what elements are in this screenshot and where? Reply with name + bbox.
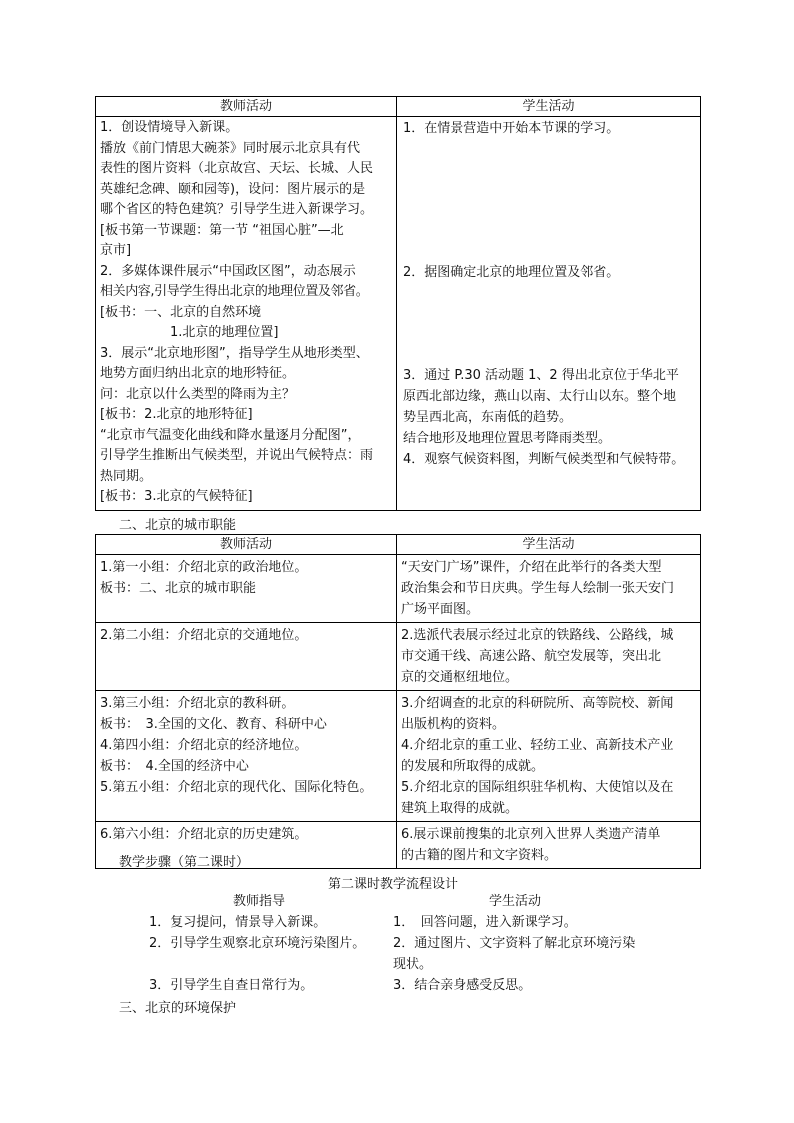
- text-line: [板书：一、北京的自然环境: [100, 304, 262, 320]
- text-line: 1．在情景营造中开始本节课的学习。: [403, 121, 620, 136]
- text-line: 2．多媒体课件展示“中国政区图”，动态展示: [100, 263, 356, 279]
- text-line: 播放《前门情思大碗茶》同时展示北京具有代: [100, 140, 361, 156]
- flow-student-item: 1． 回答问题，进入新课学习。: [393, 915, 577, 930]
- text-line: 京的交通枢纽地位。: [401, 670, 519, 685]
- text-line: 英雄纪念碑、颐和园等)，设问：图片展示的是: [100, 181, 366, 197]
- flow-teacher-item: 2．引导学生观察北京环境污染图片。: [149, 936, 366, 951]
- flow-teacher-item: 1．复习提问，情景导入新课。: [149, 915, 327, 930]
- text-line: 板书： 3.全国的文化、教育、科研中心: [100, 717, 327, 732]
- text-line: 2．据图确定北京的地理位置及邻省。: [403, 265, 620, 280]
- text-line: 出版机构的资料。: [401, 717, 506, 732]
- flow-student-item: 3．结合亲身感受反思。: [393, 978, 532, 993]
- flow-student-item: 现状。: [393, 957, 433, 972]
- text-line: 京市]: [100, 243, 132, 258]
- text-line: 1.第一小组：介绍北京的政治地位。: [100, 560, 308, 575]
- text-line: 的古籍的图片和文字资料。: [401, 848, 558, 863]
- header-student-activity: 学生活动: [397, 535, 701, 555]
- text-line: “北京市气温变化曲线和降水量逐月分配图”，: [100, 427, 361, 443]
- header-teacher-activity: 教师活动: [96, 97, 397, 117]
- student-activity-cell: [397, 623, 701, 691]
- text-line: 热同期。: [100, 468, 153, 484]
- text-line: 政治集会和节日庆典。学生每人绘制一张天安门: [401, 581, 675, 596]
- text-line: [板书：3.北京的气候特征]: [100, 489, 253, 504]
- text-line: 地势方面归纳出北京的地形特征。: [100, 366, 296, 381]
- header-student-activity: 学生活动: [397, 97, 701, 117]
- header-teacher-activity: 教师活动: [96, 535, 397, 555]
- text-line: 3.第三小组：介绍北京的教科研。: [100, 696, 295, 711]
- student-activity-cell: [397, 691, 701, 822]
- teacher-activity-cell: [96, 555, 397, 623]
- flow-teacher-header: 教师指导: [233, 894, 286, 909]
- text-line: 建筑上取得的成就。: [401, 801, 519, 816]
- student-activity-cell: [397, 822, 701, 869]
- text-line: 表性的图片资料（北京故宫、天坛、长城、人民: [100, 161, 374, 176]
- text-line: 引导学生推断出气候类型，并说出气候特点：雨: [100, 448, 374, 463]
- text-line: 1.北京的地理位置]: [170, 325, 279, 340]
- flow-student-header: 学生活动: [489, 894, 542, 909]
- text-line: 1．创设情境导入新课。: [100, 120, 239, 135]
- text-line: 2.选派代表展示经过北京的铁路线、公路线，城: [401, 628, 674, 643]
- text-line: 4.第四小组：介绍北京的经济地位。: [100, 738, 308, 753]
- teacher-activity-cell: [96, 691, 397, 822]
- text-line: 3．展示“北京地形图”，指导学生从地形类型、: [100, 345, 369, 361]
- text-line: 市交通干线、高速公路、航空发展等，突出北: [401, 649, 662, 664]
- flow-teacher-item: 3．引导学生自查日常行为。: [149, 978, 314, 993]
- text-line: 6.第六小组：介绍北京的历史建筑。: [100, 827, 308, 842]
- text-line: 的发展和所取得的成就。: [401, 759, 545, 774]
- text-line: 板书： 4.全国的经济中心: [100, 759, 249, 774]
- section-title-city-functions: 二、北京的城市职能: [119, 518, 237, 533]
- text-line: 5.第五小组：介绍北京的现代化、国际化特色。: [100, 780, 373, 795]
- student-activity-cell: [397, 117, 701, 511]
- flow-student-item: 2．通过图片、文字资料了解北京环境污染: [393, 936, 636, 951]
- teaching-table-city-functions: [95, 534, 701, 869]
- text-line: [板书第一节课题：第一节 “祖国心脏”—北: [100, 222, 344, 238]
- text-line: 结合地形及地理位置思考降雨类型。: [403, 431, 612, 446]
- text-line: 4.介绍北京的重工业、轻纺工业、高新技术产业: [401, 738, 674, 753]
- flow-title: 第二课时教学流程设计: [328, 877, 459, 892]
- text-line: 4．观察气候资料图，判断气候类型和气候特带。: [403, 452, 685, 467]
- text-line: 2.第二小组：介绍北京的交通地位。: [100, 628, 308, 643]
- teaching-table-lesson1: [95, 96, 701, 511]
- text-line: 原西北部边缘，燕山以南、太行山以东。整个地: [403, 389, 677, 404]
- text-line: 5.介绍北京的国际组织驻华机构、大使馆以及在: [401, 780, 674, 795]
- text-line: 3.介绍调查的北京的科研院所、高等院校、新闻: [401, 696, 674, 711]
- teacher-activity-cell: [96, 117, 397, 511]
- text-line: 板书：二、北京的城市职能: [100, 581, 257, 596]
- text-line: “天安门广场”课件，介绍在此举行的各类大型: [401, 560, 662, 575]
- steps-title: 教学步骤（第二课时）: [119, 855, 250, 870]
- text-line: 问：北京以什么类型的降雨为主？: [100, 386, 296, 402]
- text-line: 相关内容,引导学生得出北京的地理位置及邻省。: [100, 284, 369, 299]
- student-activity-cell: [397, 555, 701, 623]
- text-line: [板书：2.北京的地形特征]: [100, 407, 253, 422]
- text-line: 广场平面图。: [401, 602, 480, 617]
- text-line: 哪个省区的特色建筑？引导学生进入新课学习。: [100, 202, 374, 217]
- teacher-activity-cell: [96, 623, 397, 691]
- text-line: 3．通过 P.30 活动题 1、2 得出北京位于华北平: [403, 368, 679, 383]
- text-line: 6.展示课前搜集的北京列入世界人类遗产清单: [401, 827, 661, 842]
- text-line: 势呈西北高，东南低的趋势。: [403, 410, 573, 425]
- section-title-environment: 三、北京的环境保护: [119, 1001, 237, 1016]
